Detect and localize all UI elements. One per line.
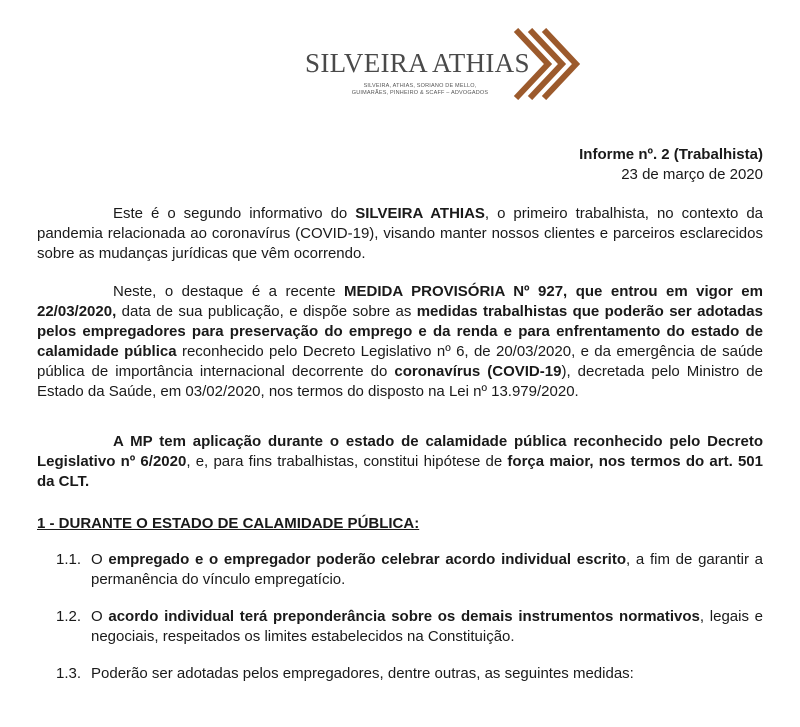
logo-subtitle (335, 83, 505, 97)
list-item (56, 550, 763, 590)
list-item-text: O acordo individual terá preponderância sobre os demais instrumentos normativos, legais e negociais, respeitados os limites estabelecidos na Constituição. (91, 608, 763, 645)
list-item-number: 1.1. (56, 551, 82, 568)
list-item-number: 1.2. (56, 608, 82, 625)
firm-logo (300, 28, 590, 108)
logo-subtitle-line2: GUIMARÃES, PINHEIRO & SCAFF – ADVOGADOS (351, 90, 489, 96)
section-title: 1 - DURANTE O ESTADO DE CALAMIDADE PÚBLICA: (37, 515, 420, 532)
paragraph-application: A MP tem aplicação durante o estado de calamidade pública reconhecido pelo Decreto Legislativo nº 6/2020, e, para fins trabalhistas, constitui hipótese de força maior, nos termos do art. 501 da CLT. (37, 433, 763, 490)
paragraph-mp-927: Neste, o destaque é a recente MEDIDA PROVISÓRIA Nº 927, que entrou em vigor em 22/03/2020, data de sua publicação, e dispõe sobre as medidas trabalhistas que poderão ser adotadas pelos empregadores para preservação do emprego e da renda e para enfrentamento do estado de calamidade pública reconhecido pelo Decreto Legislativo nº 6, de 20/03/2020, e da emergência de saúde pública de importância internacional decorrente do coronavírus (COVID-19), decretada pelo Ministro de Estado da Saúde, em 03/02/2020, nos termos do disposto na Lei nº 13.979/2020. (37, 283, 764, 400)
list-item (56, 607, 763, 647)
paragraph-intro: Este é o segundo informativo do SILVEIRA ATHIAS, o primeiro trabalhista, no contexto da pandemia relacionada ao coronavírus (COVID-19), visando manter nossos clientes e parceiros esclarecidos sobre as mudanças jurídicas que vêm ocorrendo. (37, 205, 764, 262)
list-item-text: O empregado e o empregador poderão celebrar acordo individual escrito, a fim de garantir a permanência do vínculo empregatício. (91, 551, 764, 588)
logo-name: SILVEIRA ATHIAS (305, 48, 530, 78)
list-item-text: Poderão ser adotadas pelos empregadores, dentre outras, as seguintes medidas: (91, 665, 634, 682)
list-item-number: 1.3. (56, 665, 82, 682)
document-title: Informe nº. 2 (Trabalhista) (579, 146, 763, 163)
chevrons-logo-icon (510, 28, 586, 100)
document-header (579, 145, 763, 185)
logo-subtitle-line1: SILVEIRA, ATHIAS, SORIANO DE MELLO, (363, 83, 477, 89)
list-item (56, 664, 763, 684)
document-date: 23 de março de 2020 (621, 166, 763, 183)
